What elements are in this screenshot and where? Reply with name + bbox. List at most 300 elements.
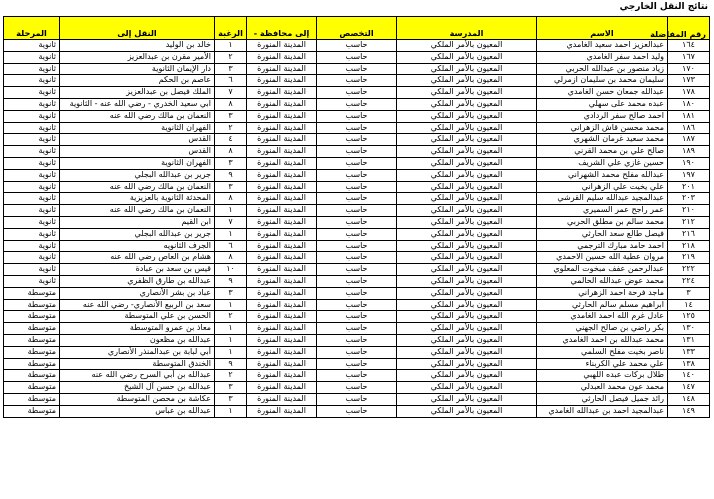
cell-transfer: معاذ بن عمرو المتوسطة	[60, 323, 215, 335]
cell-school: المعيون بالأمر الملكي	[397, 122, 537, 134]
cell-transfer: المحدثة الثانوية بالعزيزية	[60, 193, 215, 205]
header-name: الاسم	[537, 17, 668, 40]
table-row	[4, 382, 710, 394]
cell-num: ١٤٠	[668, 370, 710, 382]
table-row	[4, 323, 710, 335]
cell-pref: ١	[215, 40, 247, 52]
cell-name: علي محمد علي الكربناء	[537, 358, 668, 370]
cell-num: ١٤٨	[668, 393, 710, 405]
cell-stage: ثانوية	[4, 122, 60, 134]
cell-spec: حاسب	[317, 311, 397, 323]
cell-transfer: عكاشة بن محصن المتوسطة	[60, 393, 215, 405]
cell-school: المعيون بالأمر الملكي	[397, 405, 537, 417]
cell-name: علي يخيت علي الزهراني	[537, 181, 668, 193]
cell-stage: ثانوية	[4, 252, 60, 264]
cell-pref: ٧	[215, 87, 247, 99]
cell-name: محمد سالم بن مطلق الحربي	[537, 216, 668, 228]
cell-num: ١٤٧	[668, 382, 710, 394]
cell-num: ١٣٠	[668, 323, 710, 335]
cell-name: عمر راجح عمر السميري	[537, 205, 668, 217]
cell-school: المعيون بالأمر الملكي	[397, 370, 537, 382]
table-row	[4, 122, 710, 134]
cell-name: محمد عون محمد العبدلي	[537, 382, 668, 394]
cell-num: ١٩٠	[668, 157, 710, 169]
cell-pref: ٦	[215, 240, 247, 252]
cell-city: المدينة المنورة	[247, 252, 317, 264]
cell-transfer: هشام بن العاص رضي الله عنه	[60, 252, 215, 264]
table-header	[4, 17, 710, 40]
cell-city: المدينة المنورة	[247, 358, 317, 370]
cell-name: محمد عوض عبدالله الحالمي	[537, 275, 668, 287]
cell-spec: حاسب	[317, 299, 397, 311]
cell-num: ١٧٣	[668, 75, 710, 87]
cell-city: المدينة المنورة	[247, 87, 317, 99]
cell-school: المعيون بالأمر الملكي	[397, 287, 537, 299]
cell-stage: ثانوية	[4, 216, 60, 228]
cell-transfer: الجرف الثانويه	[60, 240, 215, 252]
cell-transfer: عبدالله بن مظعون	[60, 334, 215, 346]
cell-name: سليمان محمد بن سليمان ازمرلي	[537, 75, 668, 87]
cell-num: ١٣٨	[668, 358, 710, 370]
cell-transfer: الحسن بن علي المتوسطة	[60, 311, 215, 323]
cell-school: المعيون بالأمر الملكي	[397, 193, 537, 205]
cell-stage: ثانوية	[4, 75, 60, 87]
cell-city: المدينة المنورة	[247, 346, 317, 358]
cell-num: ١٣٣	[668, 346, 710, 358]
table-row	[4, 87, 710, 99]
cell-spec: حاسب	[317, 146, 397, 158]
cell-stage: ثانوية	[4, 87, 60, 99]
table-row	[4, 134, 710, 146]
cell-school: المعيون بالأمر الملكي	[397, 216, 537, 228]
table-row	[4, 110, 710, 122]
cell-transfer: عبدالله بن طارق الظفري	[60, 275, 215, 287]
cell-pref: ٩	[215, 169, 247, 181]
cell-school: المعيون بالأمر الملكي	[397, 299, 537, 311]
cell-spec: حاسب	[317, 110, 397, 122]
header-num: رقم المفاضلة	[668, 17, 710, 40]
cell-city: المدينة المنورة	[247, 146, 317, 158]
cell-stage: متوسطة	[4, 311, 60, 323]
cell-pref: ٣	[215, 382, 247, 394]
cell-spec: حاسب	[317, 287, 397, 299]
cell-spec: حاسب	[317, 98, 397, 110]
cell-num: ٢١٦	[668, 228, 710, 240]
cell-name: محمد سعيد غرمان الشهري	[537, 134, 668, 146]
cell-school: المعيون بالأمر الملكي	[397, 98, 537, 110]
cell-school: المعيون بالأمر الملكي	[397, 275, 537, 287]
cell-num: ٣	[668, 287, 710, 299]
cell-spec: حاسب	[317, 205, 397, 217]
cell-stage: ثانوية	[4, 157, 60, 169]
cell-city: المدينة المنورة	[247, 240, 317, 252]
cell-spec: حاسب	[317, 382, 397, 394]
table-row	[4, 216, 710, 228]
cell-stage: متوسطة	[4, 287, 60, 299]
cell-name: عبدالعزيز احمد سعيد الغامدي	[537, 40, 668, 52]
cell-pref: ٨	[215, 193, 247, 205]
cell-num: ١٩٧	[668, 169, 710, 181]
cell-pref: ٩	[215, 275, 247, 287]
cell-school: المعيون بالأمر الملكي	[397, 323, 537, 335]
cell-pref: ١	[215, 405, 247, 417]
cell-num: ٢١٠	[668, 205, 710, 217]
cell-name: عبدالله مفلح محمد الشهراني	[537, 169, 668, 181]
cell-school: المعيون بالأمر الملكي	[397, 205, 537, 217]
cell-stage: ثانوية	[4, 63, 60, 75]
header-school: المدرسة	[397, 17, 537, 40]
cell-stage: ثانوية	[4, 110, 60, 122]
cell-city: المدينة المنورة	[247, 40, 317, 52]
cell-city: المدينة المنورة	[247, 216, 317, 228]
cell-transfer: عبدالله بن عباس	[60, 405, 215, 417]
table-row	[4, 358, 710, 370]
cell-stage: ثانوية	[4, 98, 60, 110]
cell-stage: ثانوية	[4, 275, 60, 287]
table-row	[4, 146, 710, 158]
cell-school: المعيون بالأمر الملكي	[397, 311, 537, 323]
table-row	[4, 370, 710, 382]
page-header: نتائج النقل الخارجي	[619, 2, 708, 12]
table-row	[4, 205, 710, 217]
table-row	[4, 240, 710, 252]
cell-transfer: النعمان بن مالك رضي الله عنه	[60, 181, 215, 193]
cell-transfer: ابي سعيد الخدري - رضي الله عنه - الثانوية	[60, 98, 215, 110]
cell-city: المدينة المنورة	[247, 205, 317, 217]
cell-transfer: عبدالله بن أبي السرح رضي الله عنه	[60, 370, 215, 382]
cell-pref: ٦	[215, 75, 247, 87]
cell-city: المدينة المنورة	[247, 228, 317, 240]
cell-name: طلال بركات عبده اللهبي	[537, 370, 668, 382]
cell-num: ٢١٨	[668, 240, 710, 252]
cell-stage: متوسطة	[4, 323, 60, 335]
cell-school: المعيون بالأمر الملكي	[397, 382, 537, 394]
cell-stage: ثانوية	[4, 134, 60, 146]
cell-school: المعيون بالأمر الملكي	[397, 146, 537, 158]
cell-spec: حاسب	[317, 63, 397, 75]
cell-name: صالح علي بن محمد القرني	[537, 146, 668, 158]
cell-city: المدينة المنورة	[247, 393, 317, 405]
table-row	[4, 157, 710, 169]
cell-name: عبدالمجيد عبدالله سليم القرشي	[537, 193, 668, 205]
cell-stage: متوسطة	[4, 346, 60, 358]
cell-spec: حاسب	[317, 40, 397, 52]
table-body	[4, 40, 710, 418]
cell-school: المعيون بالأمر الملكي	[397, 181, 537, 193]
table-row	[4, 193, 710, 205]
cell-num: ١٨٩	[668, 146, 710, 158]
cell-name: فيصل طالع سعد الحارثي	[537, 228, 668, 240]
cell-pref: ٢	[215, 51, 247, 63]
cell-name: عبدالله جمعان حسن الغامدي	[537, 87, 668, 99]
cell-transfer: قيس بن سعد بن عبادة	[60, 264, 215, 276]
cell-school: المعيون بالأمر الملكي	[397, 87, 537, 99]
cell-pref: ٣	[215, 393, 247, 405]
header-spec: التخصص	[317, 17, 397, 40]
cell-transfer: النعمان بن مالك رضي الله عنه	[60, 205, 215, 217]
cell-school: المعيون بالأمر الملكي	[397, 63, 537, 75]
table-row	[4, 275, 710, 287]
cell-school: المعيون بالأمر الملكي	[397, 75, 537, 87]
cell-stage: ثانوية	[4, 205, 60, 217]
cell-stage: متوسطة	[4, 405, 60, 417]
cell-city: المدينة المنورة	[247, 134, 317, 146]
cell-pref: ٣	[215, 110, 247, 122]
cell-stage: متوسطة	[4, 358, 60, 370]
cell-school: المعيون بالأمر الملكي	[397, 228, 537, 240]
cell-name: بكر راضي بن صالح الجهني	[537, 323, 668, 335]
cell-school: المعيون بالأمر الملكي	[397, 134, 537, 146]
cell-pref: ٨	[215, 98, 247, 110]
cell-spec: حاسب	[317, 228, 397, 240]
cell-name: ناصر بخيت مفلح السلمي	[537, 346, 668, 358]
cell-school: المعيون بالأمر الملكي	[397, 40, 537, 52]
cell-num: ٢٢٤	[668, 275, 710, 287]
cell-stage: ثانوية	[4, 240, 60, 252]
cell-num: ١٤	[668, 299, 710, 311]
cell-transfer: القدس	[60, 146, 215, 158]
cell-spec: حاسب	[317, 240, 397, 252]
cell-spec: حاسب	[317, 393, 397, 405]
table-row	[4, 181, 710, 193]
cell-spec: حاسب	[317, 193, 397, 205]
cell-city: المدينة المنورة	[247, 157, 317, 169]
cell-spec: حاسب	[317, 334, 397, 346]
cell-num: ٢١٢	[668, 216, 710, 228]
cell-school: المعيون بالأمر الملكي	[397, 334, 537, 346]
cell-num: ٢٠٣	[668, 193, 710, 205]
cell-city: المدينة المنورة	[247, 51, 317, 63]
cell-school: المعيون بالأمر الملكي	[397, 346, 537, 358]
cell-spec: حاسب	[317, 264, 397, 276]
cell-transfer: النعمان بن مالك رضي الله عنه	[60, 110, 215, 122]
cell-num: ١٨٠	[668, 98, 710, 110]
table-row	[4, 334, 710, 346]
cell-city: المدينة المنورة	[247, 264, 317, 276]
cell-pref: ١	[215, 323, 247, 335]
cell-stage: ثانوية	[4, 51, 60, 63]
cell-pref: ٩	[215, 358, 247, 370]
table-row	[4, 228, 710, 240]
cell-city: المدينة المنورة	[247, 63, 317, 75]
cell-city: المدينة المنورة	[247, 382, 317, 394]
cell-num: ١٨٧	[668, 134, 710, 146]
table-row	[4, 311, 710, 323]
cell-pref: ١	[215, 228, 247, 240]
cell-city: المدينة المنورة	[247, 299, 317, 311]
cell-stage: ثانوية	[4, 264, 60, 276]
table-row	[4, 405, 710, 417]
cell-school: المعيون بالأمر الملكي	[397, 393, 537, 405]
cell-pref: ١	[215, 299, 247, 311]
cell-pref: ٣	[215, 157, 247, 169]
cell-spec: حاسب	[317, 405, 397, 417]
cell-transfer: خالد بن الوليد	[60, 40, 215, 52]
cell-city: المدينة المنورة	[247, 323, 317, 335]
cell-name: عبده محمد على سهلي	[537, 98, 668, 110]
cell-school: المعيون بالأمر الملكي	[397, 51, 537, 63]
cell-transfer: الفهران الثانوية	[60, 157, 215, 169]
cell-city: المدينة المنورة	[247, 181, 317, 193]
cell-school: المعيون بالأمر الملكي	[397, 358, 537, 370]
cell-school: المعيون بالأمر الملكي	[397, 110, 537, 122]
cell-name: عادل غرم الله احمد الغامدي	[537, 311, 668, 323]
cell-stage: ثانوية	[4, 193, 60, 205]
cell-spec: حاسب	[317, 252, 397, 264]
header-stage: المرحلة	[4, 17, 60, 40]
cell-spec: حاسب	[317, 275, 397, 287]
cell-stage: ثانوية	[4, 228, 60, 240]
cell-city: المدينة المنورة	[247, 75, 317, 87]
cell-num: ١٤٩	[668, 405, 710, 417]
cell-pref: ١	[215, 334, 247, 346]
table-row	[4, 51, 710, 63]
cell-stage: متوسطة	[4, 334, 60, 346]
cell-transfer: أبي لبابة بن عبدالمنذر الأنصاري	[60, 346, 215, 358]
cell-pref: ١	[215, 205, 247, 217]
cell-city: المدينة المنورة	[247, 405, 317, 417]
cell-spec: حاسب	[317, 51, 397, 63]
header-transfer: النقل إلى	[60, 17, 215, 40]
cell-spec: حاسب	[317, 323, 397, 335]
cell-pref: ٢	[215, 122, 247, 134]
cell-transfer: القدس	[60, 134, 215, 146]
table-row	[4, 40, 710, 52]
cell-school: المعيون بالأمر الملكي	[397, 252, 537, 264]
cell-spec: حاسب	[317, 181, 397, 193]
cell-city: المدينة المنورة	[247, 110, 317, 122]
cell-school: المعيون بالأمر الملكي	[397, 264, 537, 276]
table-row	[4, 299, 710, 311]
cell-name: احمد صالح سفر الردادي	[537, 110, 668, 122]
cell-name: محمد محسن قاش الزهراني	[537, 122, 668, 134]
cell-school: المعيون بالأمر الملكي	[397, 157, 537, 169]
cell-num: ١٧٠	[668, 63, 710, 75]
cell-city: المدينة المنورة	[247, 169, 317, 181]
cell-name: ماجد فرحة احمد الزهراني	[537, 287, 668, 299]
cell-pref: ٤	[215, 134, 247, 146]
table-row	[4, 98, 710, 110]
cell-name: احمد حامد مبارك الترجمي	[537, 240, 668, 252]
cell-city: المدينة المنورة	[247, 334, 317, 346]
table-row	[4, 75, 710, 87]
cell-transfer: ابن القيم	[60, 216, 215, 228]
cell-pref: ٨	[215, 252, 247, 264]
cell-spec: حاسب	[317, 370, 397, 382]
cell-spec: حاسب	[317, 87, 397, 99]
cell-spec: حاسب	[317, 346, 397, 358]
cell-city: المدينة المنورة	[247, 370, 317, 382]
cell-stage: ثانوية	[4, 181, 60, 193]
cell-stage: متوسطة	[4, 299, 60, 311]
header-row	[4, 17, 710, 40]
cell-name: محمد عبدالله بن احمد الغامدي	[537, 334, 668, 346]
cell-pref: ٨	[215, 146, 247, 158]
cell-num: ١٨٦	[668, 122, 710, 134]
cell-transfer: جرير بن عبدالله البجلي	[60, 228, 215, 240]
cell-transfer: عباد بن بشر الأنصاري	[60, 287, 215, 299]
cell-name: رائد جميل فيصل الحارثي	[537, 393, 668, 405]
cell-pref: ٢	[215, 311, 247, 323]
cell-pref: ٢	[215, 370, 247, 382]
cell-name: وليد احمد سفر الغامدي	[537, 51, 668, 63]
cell-city: المدينة المنورة	[247, 311, 317, 323]
cell-pref: ٧	[215, 216, 247, 228]
cell-spec: حاسب	[317, 75, 397, 87]
cell-num: ١٢٥	[668, 311, 710, 323]
cell-school: المعيون بالأمر الملكي	[397, 240, 537, 252]
cell-num: ١٦٤	[668, 40, 710, 52]
cell-num: ٢٠١	[668, 181, 710, 193]
cell-stage: متوسطة	[4, 382, 60, 394]
cell-spec: حاسب	[317, 169, 397, 181]
cell-transfer: الملك فيصل بن عبدالعزيز	[60, 87, 215, 99]
cell-pref: ٣	[215, 181, 247, 193]
cell-name: عبدالرحمن عفف مبخوت المعلوي	[537, 264, 668, 276]
cell-transfer: دار الإيمان الثانوية	[60, 63, 215, 75]
cell-name: حسين غازي علي الشريف	[537, 157, 668, 169]
cell-num: ١٦٧	[668, 51, 710, 63]
cell-stage: ثانوية	[4, 169, 60, 181]
cell-spec: حاسب	[317, 122, 397, 134]
table-row	[4, 346, 710, 358]
cell-transfer: الفهران الثانوية	[60, 122, 215, 134]
cell-transfer: عبدالله بن حسن آل الشيخ	[60, 382, 215, 394]
transfer-results-table	[3, 16, 710, 418]
table-row	[4, 287, 710, 299]
cell-city: المدينة المنورة	[247, 287, 317, 299]
cell-stage: متوسطة	[4, 393, 60, 405]
cell-pref: ٣	[215, 287, 247, 299]
cell-school: المعيون بالأمر الملكي	[397, 169, 537, 181]
cell-spec: حاسب	[317, 216, 397, 228]
cell-spec: حاسب	[317, 157, 397, 169]
cell-num: ٢١٩	[668, 252, 710, 264]
table-row	[4, 393, 710, 405]
cell-transfer: عاصم بن الحكم	[60, 75, 215, 87]
cell-pref: ٣	[215, 63, 247, 75]
cell-transfer: الخندق المتوسطة	[60, 358, 215, 370]
cell-city: المدينة المنورة	[247, 275, 317, 287]
cell-pref: ١	[215, 346, 247, 358]
table-row	[4, 264, 710, 276]
cell-name: ابراهيم مسلم سالم الحارثي	[537, 299, 668, 311]
cell-num: ١٨١	[668, 110, 710, 122]
cell-transfer: جرير بن عبدالله البجلي	[60, 169, 215, 181]
table-row	[4, 169, 710, 181]
table-row	[4, 252, 710, 264]
cell-transfer: سعد بن الربيع الأنصاري- رضي الله عنه	[60, 299, 215, 311]
cell-num: ١٧٨	[668, 87, 710, 99]
header-city: إلى محافظة -	[247, 17, 317, 40]
cell-city: المدينة المنورة	[247, 122, 317, 134]
cell-stage: متوسطة	[4, 370, 60, 382]
cell-num: ١٣١	[668, 334, 710, 346]
cell-spec: حاسب	[317, 358, 397, 370]
cell-stage: ثانوية	[4, 40, 60, 52]
cell-name: زياد منصور بن عيدالله الحربي	[537, 63, 668, 75]
cell-name: مروان عطية الله حسين الاحمدي	[537, 252, 668, 264]
cell-transfer: الأمير مقرن بن عبدالعزيز	[60, 51, 215, 63]
cell-stage: ثانوية	[4, 146, 60, 158]
cell-pref: ١٠	[215, 264, 247, 276]
cell-city: المدينة المنورة	[247, 193, 317, 205]
cell-city: المدينة المنورة	[247, 98, 317, 110]
cell-spec: حاسب	[317, 134, 397, 146]
table-row	[4, 63, 710, 75]
cell-name: عبدالمجيد احمد بن عبدالله الغامدي	[537, 405, 668, 417]
cell-num: ٢٢٢	[668, 264, 710, 276]
